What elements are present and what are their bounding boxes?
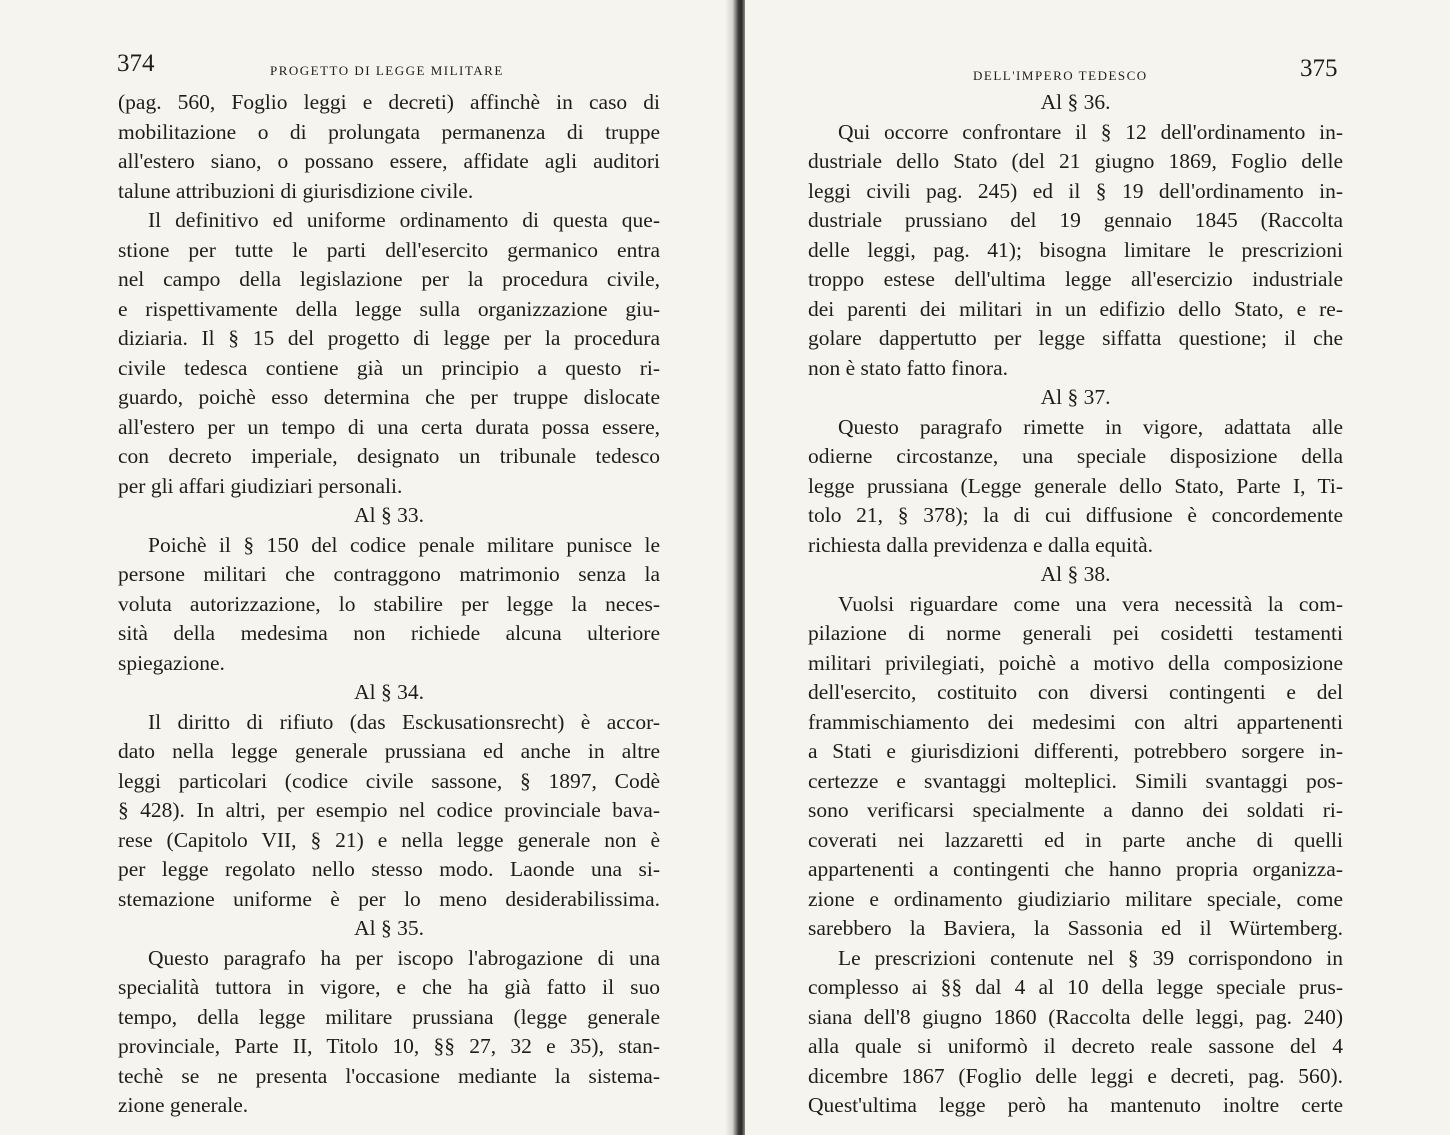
text-line: Il diritto di rifiuto (das Esckusationsrecht) è accor- [148,709,660,734]
text-line: pilazione di norme generali pei cosidetti testamenti [808,621,1343,645]
text-line: frammischiamento dei medesimi con altri appartenenti [808,709,1343,734]
text-line: zione e ordinamento giudiziario militare speciale, come [808,886,1343,911]
text-line: leggi civili pag. 245) ed il § 19 dell'ordinamento in- [808,178,1343,203]
text-line: Al § 34. [354,680,424,704]
text-line: Al § 37. [1040,385,1111,409]
right-body-text [808,88,1343,1121]
text-line: Le prescrizioni contenute nel § 39 corrispondono in [838,945,1343,970]
text-line: Vuolsi riguardare come una vera necessità la com- [838,591,1343,616]
text-line: Al § 35. [354,916,424,940]
text-line: coverati nei lazzaretti ed in parte anche di quelli [808,827,1343,852]
text-line: Al § 33. [354,503,424,527]
right-page-number: 375 [1300,55,1338,82]
text-line: all'estero per un tempo di una certa durata possa essere, [118,414,660,439]
text-line: appartenenti a contingenti che hanno propria organizza- [808,857,1343,881]
text-line: (pag. 560, Foglio leggi e decreti) affinchè in caso di [118,90,660,114]
text-line: leggi particolari (codice civile sassone, § 1897, Codè [118,768,660,793]
text-line: nel campo della legislazione per la procedura civile, [118,267,660,291]
text-line: legge prussiana (Legge generale dello Stato, Parte I, Ti- [808,473,1343,498]
text-line: techè se ne presenta l'occasione mediante la sistema- [118,1063,660,1088]
text-line: siana dell'8 giugno 1860 (Raccolta delle leggi, pag. 240) [808,1004,1343,1029]
left-running-header: PROGETTO DI LEGGE MILITARE [270,63,504,78]
text-line: guardo, poichè esso determina che per truppe dislocate [118,385,660,409]
text-line: complesso ai §§ dal 4 al 10 della legge speciale prus- [808,975,1343,999]
text-line: certezze e svantaggi molteplici. Simili svantaggi pos- [808,768,1343,793]
text-line: e rispettivamente della legge sulla organizzazione giu- [118,296,660,321]
left-page-number: 374 [117,50,155,77]
right-running-header: DELL'IMPERO TEDESCO [973,68,1148,83]
text-line: provinciale, Parte II, Titolo 10, §§ 27, 32 e 35), stan- [118,1034,660,1058]
text-line: odierne circostanze, una speciale disposizione della [808,444,1343,468]
text-line: per legge regolato nello stesso modo. Laonde una si- [118,857,660,881]
left-body-text [118,88,660,1121]
text-line: stemazione uniforme è per lo meno desiderabilissima. [118,886,660,911]
text-line: Qui occorre confrontare il § 12 dell'ordinamento in- [838,119,1343,144]
text-line: Al § 36. [1040,90,1111,114]
text-line: per gli affari giudiziari personali. [118,473,403,498]
text-line: voluta autorizzazione, lo stabilire per legge la neces- [118,591,660,616]
text-line: all'estero siano, o possano essere, affidate agli auditori [118,149,660,173]
text-line: dei parenti dei militari in un edifizio dello Stato, e re- [808,296,1343,321]
right-page [745,0,1450,1135]
text-line: con decreto imperiale, designato un tribunale tedesco [118,444,660,468]
text-line: dato nella legge generale prussiana ed anche in altre [118,739,660,763]
text-line: § 428). In altri, per esempio nel codice provinciale bava- [118,798,660,822]
text-line: dicembre 1867 (Foglio delle leggi e decreti, pag. 560). [808,1063,1343,1088]
text-line: Questo paragrafo rimette in vigore, adattata alle [838,414,1343,439]
text-line: tempo, della legge militare prussiana (legge generale [118,1004,660,1029]
text-line: zione generale. [118,1093,249,1117]
text-line: richiesta dalla previdenza e dalla equità. [808,532,1154,557]
text-line: Poichè il § 150 del codice penale militare punisce le [148,532,660,557]
text-line: talune attribuzioni di giurisdizione civile. [118,178,474,203]
text-line: persone militari che contraggono matrimonio senza la [118,562,660,586]
text-line: sono verificarsi specialmente a danno dei soldati ri- [808,798,1343,822]
text-line: diziaria. Il § 15 del progetto di legge per la procedura [118,326,660,350]
text-line: Quest'ultima legge però ha mantenuto inoltre certe [808,1093,1343,1117]
text-line: delle leggi, pag. 41); bisogna limitare le prescrizioni [808,237,1343,262]
text-line: Al § 38. [1040,562,1111,586]
text-line: mobilitazione o di prolungata permanenza di truppe [118,119,660,144]
text-line: golare dappertutto per legge siffatta questione; il che [808,326,1343,350]
text-line: civile tedesca contiene già un principio a questo ri- [118,355,660,380]
text-line: sità della medesima non richiede alcuna ulteriore [118,621,660,645]
text-line: dell'esercito, costituito con diversi contingenti e del [808,680,1343,704]
text-line: sarebbero la Baviera, la Sassonia ed il Würtemberg. [808,916,1343,940]
text-line: dustriale prussiano del 19 gennaio 1845 (Raccolta [808,208,1343,232]
text-line: dustriale dello Stato (del 21 giugno 1869, Foglio delle [808,149,1343,173]
text-line: non è stato fatto finora. [808,355,1009,380]
text-line: a Stati e giurisdizioni differenti, potrebbero sorgere in- [808,739,1343,763]
text-line: Questo paragrafo ha per iscopo l'abrogazione di una [148,945,660,970]
text-line: tolo 21, § 378); la di cui diffusione è concordemente [808,503,1343,527]
text-line: specialità tuttora in vigore, e che ha già fatto il suo [118,975,660,999]
text-line: troppo estese dell'ultima legge all'esercizio industriale [808,267,1343,291]
text-line: stione per tutte le parti dell'esercito germanico entra [118,237,660,262]
text-line: militari privilegiati, poichè a motivo della composizione [808,650,1343,675]
text-line: spiegazione. [118,650,225,675]
text-line: rese (Capitolo VII, § 21) e nella legge generale non è [118,827,660,852]
text-line: Il definitivo ed uniforme ordinamento di questa que- [148,208,660,232]
text-line: alla quale si uniformò il decreto reale sassone del 4 [808,1034,1343,1058]
